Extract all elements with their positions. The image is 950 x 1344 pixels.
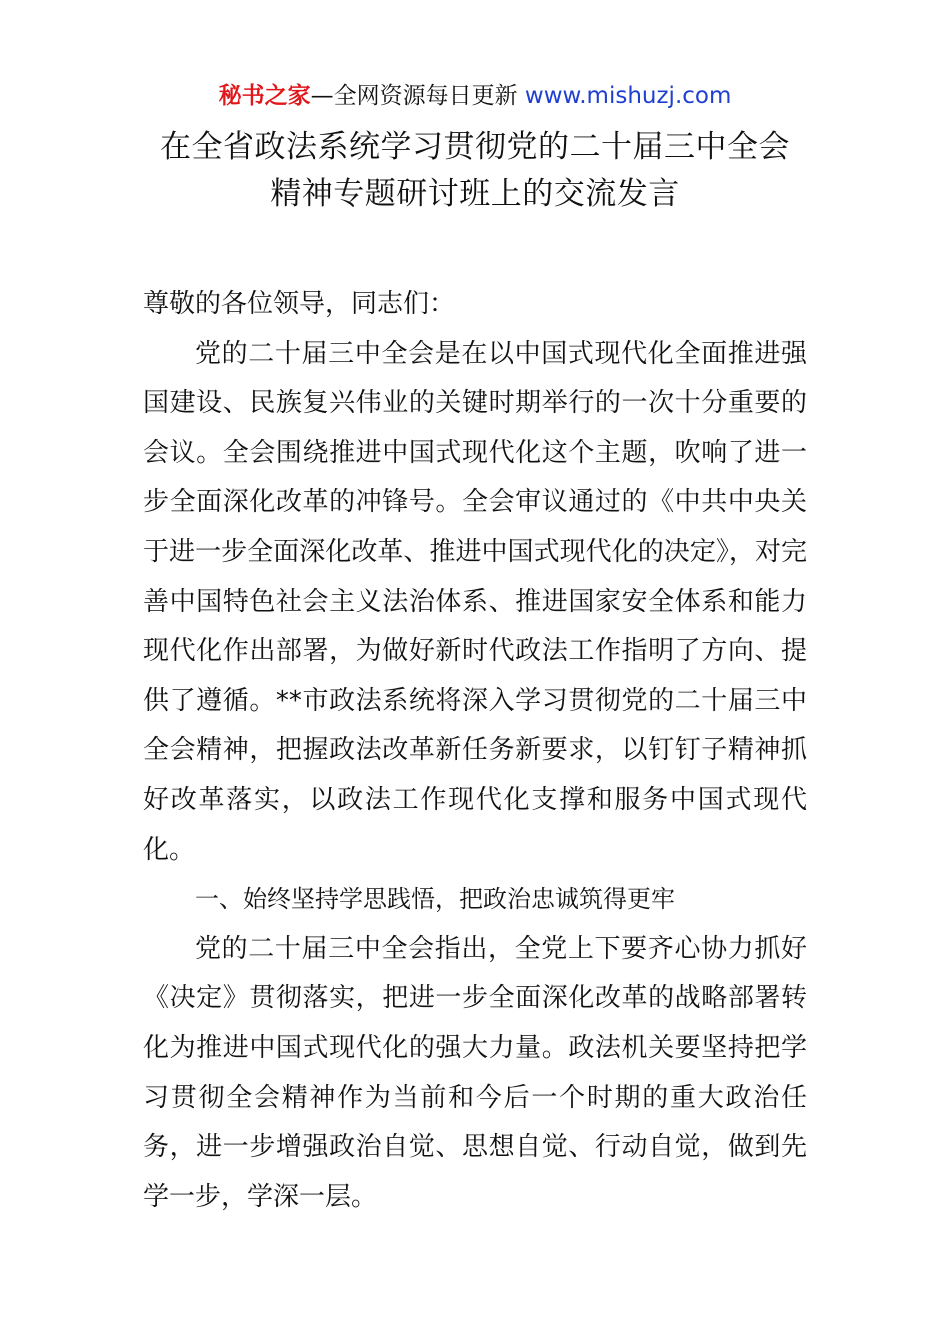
document-body	[143, 280, 807, 1222]
site-header	[0, 80, 950, 112]
brand-name: 秘书之家	[218, 83, 311, 109]
salutation: 尊敬的各位领导，同志们：	[143, 289, 456, 319]
header-tagline: —全网资源每日更新	[310, 83, 525, 109]
document-title	[0, 124, 950, 218]
title-line-2: 精神专题研讨班上的交流发言	[270, 176, 680, 212]
body-paragraph-2: 党的二十届三中全会指出，全党上下要齐心协力抓好《决定》贯彻落实，把进一步全面深化改革的战略部署转化为推进中国式现代化的强大力量。政法机关要坚持把学习贯彻全会精神作为当前和今后一个时期的重大政治任务，进一步增强政治自觉、思想自觉、行动自觉，做到先学一步，学深一层。	[143, 933, 807, 1212]
site-url[interactable]: www.mishuzj.com	[524, 83, 732, 109]
title-line-1: 在全省政法系统学习贯彻党的二十届三中全会	[160, 129, 790, 165]
body-paragraph-1: 党的二十届三中全会是在以中国式现代化全面推进强国建设、民族复兴伟业的关键时期举行的一次十分重要的会议。全会围绕推进中国式现代化这个主题，吹响了进一步全面深化改革的冲锋号。全会审议通过的《中共中央关于进一步全面深化改革、推进中国式现代化的决定》，对完善中国特色社会主义法治体系、推进国家安全体系和能力现代化作出部署，为做好新时代政法工作指明了方向、提供了遵循。**市政法系统将深入学习贯彻党的二十届三中全会精神，把握政法改革新任务新要求，以钉钉子精神抓好改革落实，以政法工作现代化支撑和服务中国式现代化。	[143, 338, 807, 865]
section-heading-1: 一、始终坚持学思践悟，把政治忠诚筑得更牢	[195, 885, 675, 914]
